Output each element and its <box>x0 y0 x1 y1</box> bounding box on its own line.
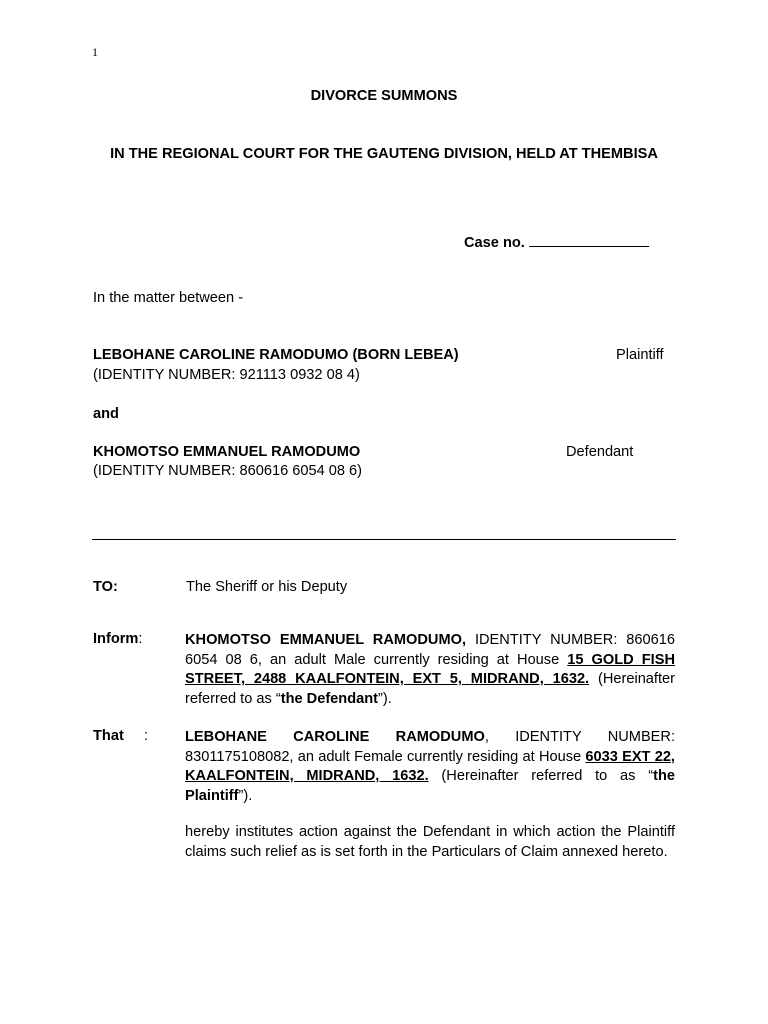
defendant-address: 15 GOLD FISH STREET, 2488 KAALFONTEIN, EXT 5, MIDRAND, 1632. <box>185 651 675 687</box>
inform-text-2: (Hereinafter referred to as “ <box>185 671 676 707</box>
defendant-name: KHOMOTSO EMMANUEL RAMODUMO <box>93 444 361 460</box>
case-number <box>464 232 649 251</box>
defendant-role: Defendant <box>566 444 634 460</box>
matter-between: In the matter between - <box>93 290 244 306</box>
document-title: DIVORCE SUMMONS <box>310 88 458 104</box>
defendant-reference: the Defendant <box>280 690 379 707</box>
that-text-2: (Hereinafter referred to as “ <box>428 768 654 784</box>
plaintiff-id: (IDENTITY NUMBER: 921113 0932 08 4) <box>93 367 360 383</box>
inform-text-3: ”). <box>378 690 392 707</box>
and-separator: and <box>93 406 119 422</box>
plaintiff-role: Plaintiff <box>616 347 664 363</box>
divider-line <box>92 539 676 540</box>
plaintiff-reference: the Plaintiff <box>185 768 675 804</box>
plaintiff-address: 6033 EXT 22, KAALFONTEIN, MIDRAND, 1632. <box>185 748 675 784</box>
defendant-id: (IDENTITY NUMBER: 860616 6054 08 6) <box>93 463 363 479</box>
that-paragraph <box>185 728 675 806</box>
court-heading: IN THE REGIONAL COURT FOR THE GAUTENG DIVISION, HELD AT THEMBISA <box>110 146 658 162</box>
case-number-label: Case no. <box>464 235 525 251</box>
case-number-blank <box>529 232 649 247</box>
to-text: The Sheriff or his Deputy <box>186 579 348 595</box>
hereby-paragraph: hereby institutes action against the Defendant in which action the Plaintiff claims such relief as is set forth in the Particulars of Claim annexed hereto. <box>185 824 675 860</box>
inform-label-text: Inform <box>93 631 139 647</box>
plaintiff-name: LEBOHANE CAROLINE RAMODUMO (BORN LEBEA) <box>93 347 459 363</box>
inform-label <box>93 631 142 647</box>
inform-paragraph <box>185 631 675 709</box>
inform-text-1: IDENTITY NUMBER: 860616 6054 08 6, an adult Male currently residing at House <box>185 632 675 668</box>
that-name: LEBOHANE CAROLINE RAMODUMO <box>185 729 485 745</box>
that-text-1: , IDENTITY NUMBER: 8301175108082, an adult Female currently residing at House <box>185 729 676 765</box>
inform-label-colon: : <box>138 631 143 647</box>
that-label-colon: : <box>143 728 148 744</box>
that-label-text: That <box>93 728 124 744</box>
inform-name: KHOMOTSO EMMANUEL RAMODUMO, <box>185 632 467 648</box>
page-number: 1 <box>92 45 98 59</box>
to-label: TO: <box>93 579 118 595</box>
that-label <box>93 728 148 744</box>
that-text-3: ”). <box>238 787 253 804</box>
